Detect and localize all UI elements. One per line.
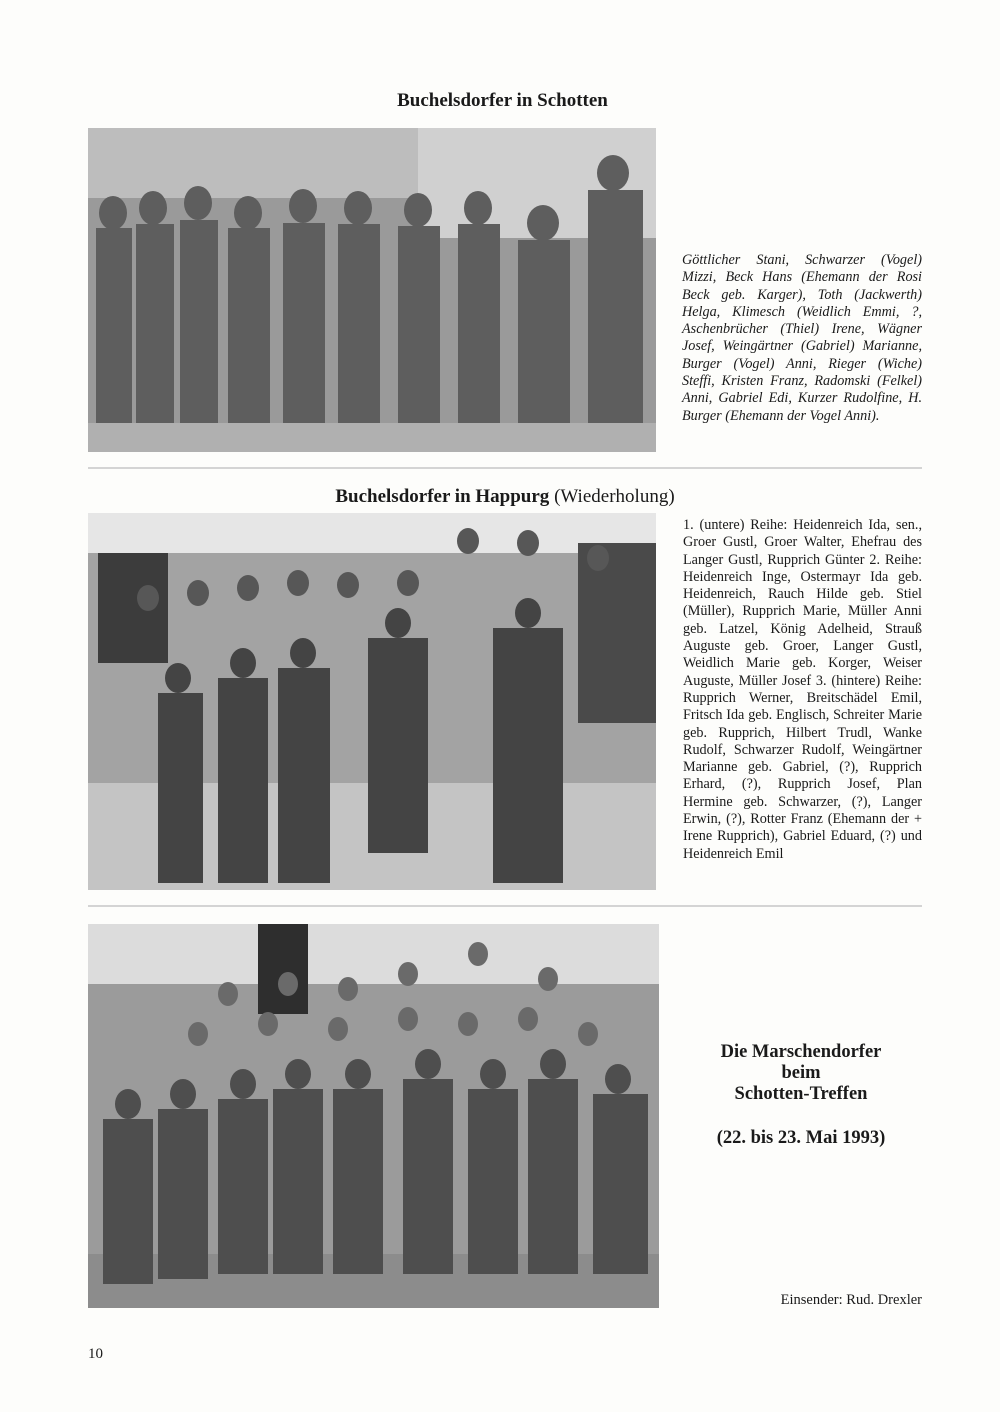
section1-title: Buchelsdorfer in Schotten bbox=[397, 90, 608, 111]
section2-title-regular: (Wiederholung) bbox=[554, 486, 675, 507]
photo-marschendorfer-schotten bbox=[88, 924, 659, 1308]
section1-caption: Göttlicher Stani, Schwarzer (Vogel) Mizzi, Beck Hans (Ehemann der Rosi Beck geb. Karger), Toth (Jackwerth) Helga, Klimesch (Weidlich Emmi, ?, Aschenbrücher (Thiel) Irene, Wägner Josef, Weingärtner (Gabriel) Marianne, Burger (Vogel) Anni, Rieger (Wiche) Steffi, Kristen Franz, Radomski (Felkel) Anni, Gabriel Edi, Kurzer Rudolfine, H. Burger (Ehemann der Vogel Anni). bbox=[682, 252, 922, 424]
photo-buchelsdorfer-schotten bbox=[88, 128, 656, 452]
photo-buchelsdorfer-happurg bbox=[88, 513, 656, 890]
section3-title-line-3: Schotten-Treffen bbox=[734, 1084, 868, 1104]
section3-title bbox=[680, 1042, 922, 1105]
sender-credit: Einsender: Rud. Drexler bbox=[780, 1292, 922, 1308]
divider-2 bbox=[88, 905, 922, 907]
divider-1 bbox=[88, 467, 922, 469]
section3-title-line-1: Die Marschendorfer bbox=[720, 1042, 882, 1062]
section2-title bbox=[200, 486, 810, 508]
section2-title-bold: Buchelsdorfer in Happurg bbox=[335, 486, 550, 507]
page-number: 10 bbox=[88, 1346, 103, 1362]
section3-date: (22. bis 23. Mai 1993) bbox=[716, 1128, 886, 1148]
section2-caption: 1. (untere) Reihe: Heidenreich Ida, sen., Groer Gustl, Groer Walter, Ehefrau des Langer Gustl, Rupprich Günter 2. Reihe: Heidenreich Inge, Ostermayr Ida geb. Heidenreich, Rauch Hilde geb. Stiel (Müller), Rupprich Marie, Müller Anni geb. Latzel, König Adelheid, Strauß Auguste geb. Groer, Langer Gustl, Weidlich Marie geb. Korger, Weiser Auguste, Müller Josef 3. (hintere) Reihe: Rupprich Werner, Breitschädel Emil, Fritsch Ida geb. Englisch, Schreiter Marie geb. Rupprich, Hilbert Trudl, Wanke Rudolf, Schwarzer Rudolf, Weingärtner Marianne geb. Gabriel, (?), Rupprich Erhard, (?), Rupprich Josef, Plan Hermine geb. Schwarzer, (?), Langer Erwin, (?), Rotter Franz (Ehemann der + Irene Rupprich), Gabriel Eduard, (?) und Heidenreich Emil bbox=[683, 517, 922, 862]
section3-title-line-2: beim bbox=[781, 1063, 821, 1083]
